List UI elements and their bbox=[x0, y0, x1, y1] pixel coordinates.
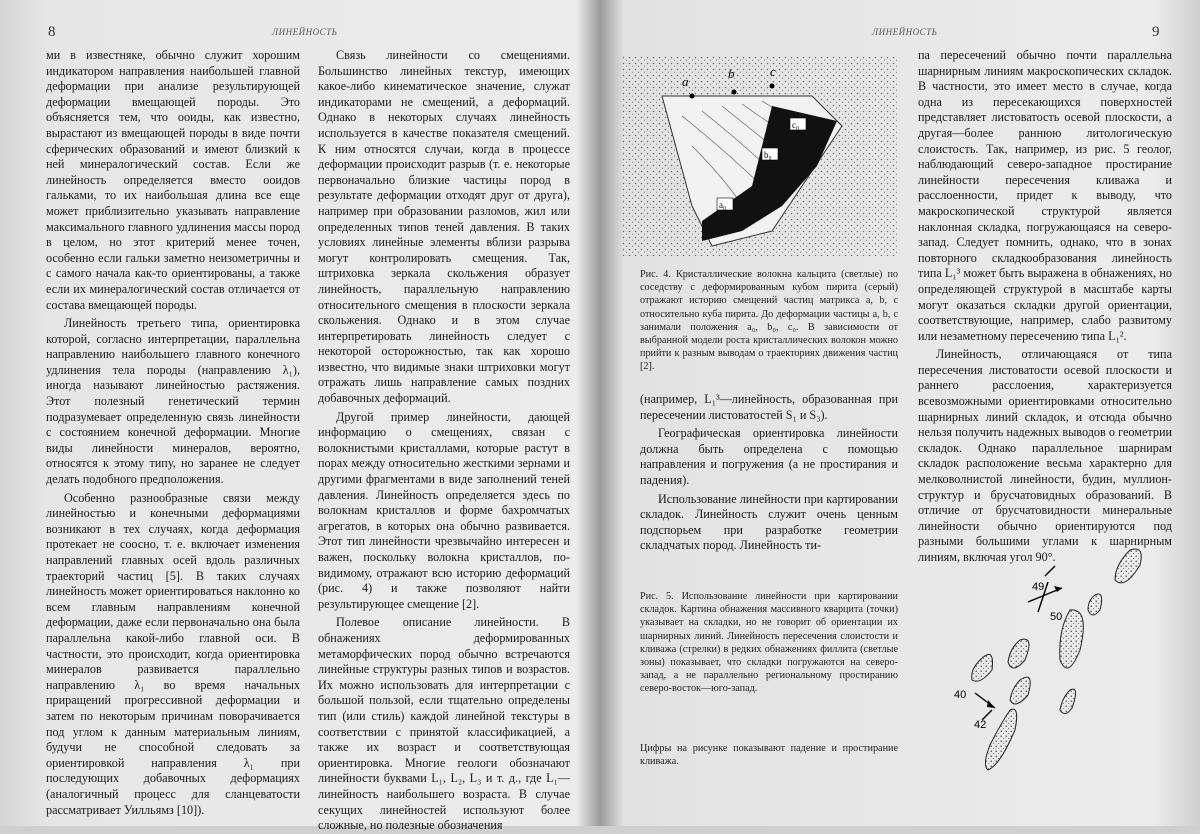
page-number: 8 bbox=[48, 24, 56, 40]
fig5-label-40: 40 bbox=[954, 689, 967, 701]
paragraph: (например, L₁³—линейность, образованная при пересечении листоватостей S₁ и S₃). bbox=[640, 392, 898, 422]
paragraph: Линейность третьего типа, ориентировка которой, согласно интерпретации, параллельна направлению наибольшего главного конечного удлинения тела породы (направлению λ₁), иногда называют линейностью растяжения. Этот полезный генетический термин подразумевает определенную связь линейности с состоянием конечной деформации. Многие виды линейности минералов, вероятно, относятся к этому типу, но заранее не следует делать подобного предположения. bbox=[46, 316, 300, 487]
middle-column bbox=[640, 392, 898, 553]
fig5-map bbox=[920, 540, 1172, 780]
left-page bbox=[0, 0, 600, 833]
running-head: ЛИНЕЙНОСТЬ bbox=[272, 27, 338, 37]
left-column bbox=[46, 48, 300, 817]
fig4-label-c: c bbox=[770, 64, 776, 79]
fig5-caption-note: Цифры на рисунке показывают падение и простирание кливажа. bbox=[640, 743, 898, 768]
figure-5 bbox=[920, 540, 1172, 780]
fig5-label-49: 49 bbox=[1032, 581, 1045, 593]
paragraph: ми в известняке, обычно служит хорошим индикатором направления наибольшей главной деформации при анализе результирующей деформации вмещающей породы. Это объясняется тем, что ооиды, как известно, вырастают из вмещающей породы в виде почти сферических образований и имеют близкий к ней минералогический состав. Если же линейность определяется вместо ооидов гальками, то их наибольшая длина все еще может приблизительно указывать направление максимального главного удлинения массы пород в целом, но этот критерий менее точен, особенно если гальки заметно неизометричны и с самого начала как-то ориентированы, а также если их минералогический состав отличается от состава вмещающей породы. bbox=[46, 48, 300, 312]
paragraph: Связь линейности со смещениями. Большинство линейных текстур, имеющих какое-либо кинематическое значение, служат индикаторами не смещений, а деформаций. Однако в некоторых случаях линейность используется в качестве показателя смещений. К ним относятся случаи, когда в процессе деформации происходит разрыв (т. е. некоторые первоначально близкие частицы пород в результате деформации отходят друг от друга), например при образовании разломов, жил или определенных типов теней давления. В таких условиях линейные элементы вблизи разрыва могут контролировать смещения. Так, штриховка зеркала скольжения образует линейность, параллельную направлению относительного смещения в плоскости зеркала скольжения. Однако и в этом случае интерпретировать линейность следует с некоторой осторожностью, так как хорошо известно, что видимые знаки штриховки могут отражать лишь направление самых поздних добавочных деформаций. bbox=[318, 48, 570, 406]
fig5-label-42: 42 bbox=[974, 719, 987, 731]
paragraph: Другой пример линейности, дающей информацию о смещениях, связан с волокнистыми кристаллами, которые растут в порах между относительно жесткими зернами и другими фрагментами в виде заполнений теней давления. Линейность определяется здесь по волокнам кристаллов и форме бахромчатых агрегатов, в которых она обычно развивается. Этот тип линейности чрезвычайно интересен и важен, поскольку волокна кристаллов, по-видимому, отражают всю историю деформаций (рис. 4) и также позволяют найти результирующее смещение [2]. bbox=[318, 409, 570, 611]
paragraph: Особенно разнообразные связи между линейностью и конечными деформациями возникают в тех случаях, когда деформация протекает не соосно, т. е. включает изменения направлений главных осей вдоль различных траекторий частиц [5]. В таких случаях линейность может ориентироваться наклонно ко всем главным направлениям конечной деформации, даже если первоначально она была параллельна какой-либо главной оси. В частности, это происходит, когда ориентировка минералов развивается параллельно направлению λ₁ во время начальных приращений прогрессивной деформации и затем по некоторым причинам поворачивается под углом к данным материальным линиям, будучи не способной следовать за ориентировкой направления λ₁ при последующих добавочных деформациях (аналогичный процесс для сланцеватости рассматривает Уилльямз [10]). bbox=[46, 490, 300, 817]
fig4-caption: Рис. 4. Кристаллические волокна кальцита (светлые) по соседству с деформированным кубом пирита (серый) отражают историю смещений частиц матрикса a, b, c относительно куба пирита. До деформации частицы a, b, c занимали положения a₀, b₀, c₀. В зависимости от выбранной модели роста кристаллических волокон можно прийти к разным выводам о траекториях движения частиц [2]. bbox=[640, 269, 898, 373]
fig5-caption: Рис. 5. Использование линейности при картировании складок. Картина обнажения массивного кварцита (точки) указывает на складки, но не говорит об ориентации их шарнирных линий. Линейность пересечения слоистости и кливажа (стрелки) в редких обнажениях филлита (светлые зоны) показывает, что складки погружаются на северо-запад, а не параллельно региональному простиранию северо-восток—юго-запад. bbox=[640, 591, 898, 695]
paragraph: Использование линейности при картировании складок. Линейность служит очень ценным подспорьем при разработке геометрии складчатых пород. Линейность ти- bbox=[640, 491, 898, 553]
right-column bbox=[918, 48, 1172, 564]
fig4-label-c0: c₀ bbox=[792, 120, 800, 130]
fig4-label-a: a bbox=[682, 74, 689, 89]
fig4-diagram bbox=[622, 56, 898, 256]
right-column bbox=[318, 48, 570, 833]
paragraph: Географическая ориентировка линейности должна быть определена с помощью направления и погружения (а не простирания и падения). bbox=[640, 426, 898, 487]
paragraph: Полевое описание линейности. В обнажениях деформированных метаморфических пород обычно встречаются линейные структуры разных типов и возрастов. Их можно использовать для интерпретации с большой пользой, если тщательно определены тип (или стиль) каждой линейной текстуры в соответствии с принятой классификацией, а также их возраст и соответствующая ориентировка. Многие геологи обозначают линейности буквами L₁, L₂, L₃ и т. д., где L₁—линейность наибольшего возраста. В случае секущих линейностей используют более сложные, но полезные обозначения bbox=[318, 615, 570, 833]
fig5-label-50: 50 bbox=[1050, 611, 1063, 623]
fig4-label-b: b bbox=[728, 66, 735, 81]
right-page bbox=[600, 0, 1200, 826]
page-number: 9 bbox=[1152, 24, 1160, 40]
paragraph: Линейность, отличающаяся от типа пересечения листоватости осевой плоскости и раннего расслоения, характеризуется всевозможными ориентировками относительно шарнирных линий складок, и отсюда обычно нельзя получить надежных выводов о геометрии складок. Однако параллельное шарнирам складок расположение весьма характерно для мелковолнистой линейности, будин, муллион-структур и брусчатовидных образований. В отличие от брусчатовидности минеральные линейности обычно ориентируются под разными большими углами к шарнирным линиям, включая угол 90°. bbox=[918, 347, 1172, 564]
paragraph: па пересечений обычно почти параллельна шарнирным линиям макроскопических складок. В частности, это имеет место в случае, когда одна из пересекающихся поверхностей представляет листоватость осевой плоскости, а другая—более раннюю литологическую слоистость. Так, например, из рис. 5 геолог, наблюдающий северо-западное простирание линейности пересечения кливажа и расслоенности, придет к выводу, что макроскопической структурой является наклонная складка, погружающаяся на северо-запад. Следует помнить, однако, что в зонах повторного складкообразования линейность типа L₁³ может быть выражена в обнажениях, но определяющей структурой в масштабе карты могут оказаться складки другой ориентации, соответствующие, например, слабо развитому или незаметному пересечению типа L₁². bbox=[918, 48, 1172, 343]
running-head: ЛИНЕЙНОСТЬ bbox=[872, 27, 938, 37]
figure-4 bbox=[622, 56, 898, 256]
fig4-label-a0: a₀ bbox=[719, 200, 727, 210]
fig4-label-b0: b₀ bbox=[764, 150, 772, 160]
